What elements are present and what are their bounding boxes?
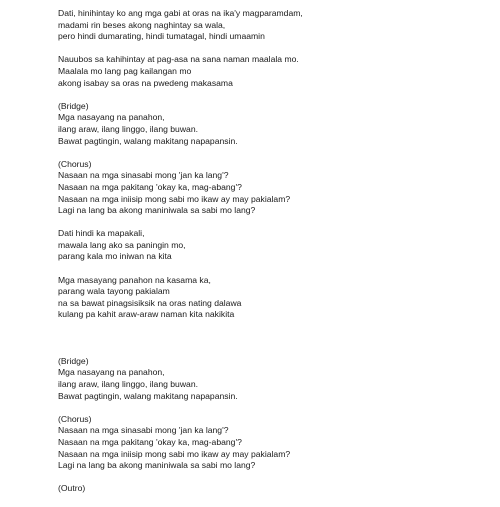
lyric-line: Dati hindi ka mapakali, bbox=[58, 228, 145, 239]
stanza-chorus-2 bbox=[58, 414, 488, 472]
lyric-line: mawala lang ako sa paningin mo, bbox=[58, 239, 186, 250]
lyric-line: Nasaan na mga sinasabi mong 'jan ka lang'? bbox=[58, 425, 229, 436]
lyric-line: ilang araw, ilang linggo, ilang buwan. bbox=[58, 379, 198, 390]
lyric-line: Bawat pagtingin, walang makitang napapansin. bbox=[58, 135, 238, 146]
lyric-line: madami rin beses akong naghintay sa wala, bbox=[58, 19, 226, 30]
stanza-verse-2 bbox=[58, 54, 488, 89]
stanza-verse-3 bbox=[58, 228, 488, 263]
lyric-line: Nasaan na mga pakitang 'okay ka, mag-abang'? bbox=[58, 436, 242, 447]
lyric-line: na sa bawat pinagsisiksik na oras nating dalawa bbox=[58, 297, 242, 308]
lyric-line: Nasaan na mga sinasabi mong 'jan ka lang'? bbox=[58, 170, 229, 181]
lyric-line: parang kala mo iniwan na kita bbox=[58, 251, 172, 262]
section-label: (Bridge) bbox=[58, 355, 89, 366]
lyric-line: kulang pa kahit araw-araw naman kita nakikita bbox=[58, 309, 235, 320]
lyric-line: Nasaan na mga pakitang 'okay ka, mag-abang'? bbox=[58, 181, 242, 192]
lyric-line: Mga nasayang na panahon, bbox=[58, 112, 165, 123]
stanza-verse-4 bbox=[58, 275, 488, 321]
lyric-line: Mga masayang panahon na kasama ka, bbox=[58, 274, 211, 285]
lyrics-document bbox=[58, 8, 488, 507]
lyric-line: Nauubos sa kahihintay at pag-asa na sana naman maalala mo. bbox=[58, 54, 299, 65]
section-label: (Bridge) bbox=[58, 100, 89, 111]
stanza-bridge-2 bbox=[58, 356, 488, 402]
lyric-line: Maalala mo lang pag kailangan mo bbox=[58, 65, 192, 76]
lyric-line: Nasaan na mga iniisip mong sabi mo ikaw ay may pakialam? bbox=[58, 448, 291, 459]
lyric-line: Lagi na lang ba akong maniniwala sa sabi mo lang? bbox=[58, 460, 256, 471]
section-label: (Outro) bbox=[58, 483, 86, 494]
section-label: (Chorus) bbox=[58, 158, 92, 169]
lyric-line: Lagi na lang ba akong maniniwala sa sabi mo lang? bbox=[58, 205, 256, 216]
lyric-line: Dati, hinihintay ko ang mga gabi at oras na ika'y magparamdam, bbox=[58, 8, 303, 18]
lyric-line: ilang araw, ilang linggo, ilang buwan. bbox=[58, 123, 198, 134]
lyric-line: akong isabay sa oras na pwedeng makasama bbox=[58, 77, 233, 88]
stanza-verse-1 bbox=[58, 8, 488, 43]
lyric-line: Bawat pagtingin, walang makitang napapansin. bbox=[58, 390, 238, 401]
lyric-line: pero hindi dumarating, hindi tumatagal, hindi umaamin bbox=[58, 31, 265, 42]
stanza-bridge-1 bbox=[58, 101, 488, 147]
lyric-line: parang wala tayong pakialam bbox=[58, 286, 170, 297]
lyric-line: Nasaan na mga iniisip mong sabi mo ikaw ay may pakialam? bbox=[58, 193, 291, 204]
stanza-outro bbox=[58, 483, 488, 495]
section-label: (Chorus) bbox=[58, 413, 92, 424]
lyric-line: Mga nasayang na panahon, bbox=[58, 367, 165, 378]
stanza-chorus-1 bbox=[58, 159, 488, 217]
